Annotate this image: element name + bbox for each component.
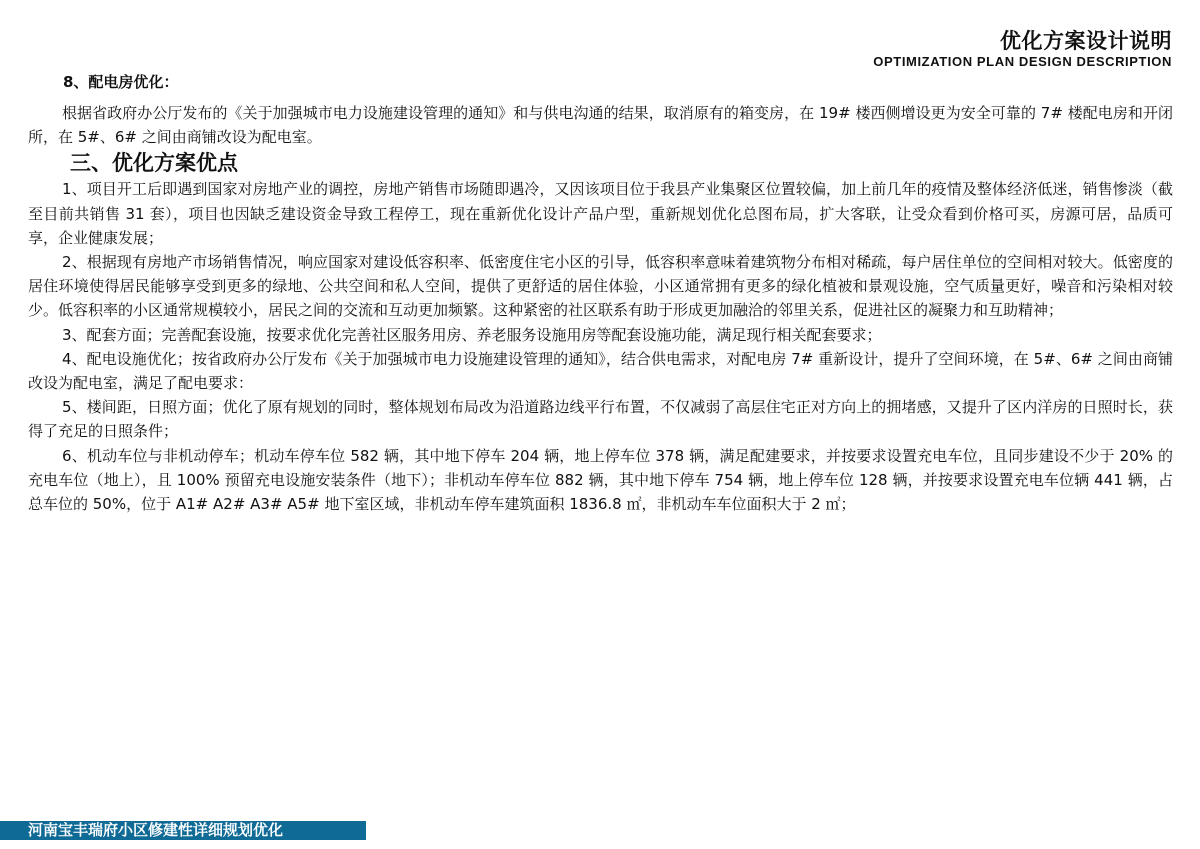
footer-bar xyxy=(0,821,366,840)
advantage-item-1: 1、项目开工后即遇到国家对房地产业的调控，房地产销售市场随即遇冷，又因该项目位于我县产业集聚区位置较偏，加上前几年的疫情及整体经济低迷，销售惨淡（截至目前共销售 31 套），项目也因缺乏建设资金导致工程停工，现在重新优化设计产品户型，重新规划优化总图布局，扩大客联，让受众看到价格可买，房源可居，品质可享，企业健康发展； xyxy=(28,180,1173,247)
advantage-item-2: 2、根据现有房地产市场销售情况，响应国家对建设低容积率、低密度住宅小区的引导，低容积率意味着建筑物分布相对稀疏，每户居住单位的空间相对较大。低密度的居住环境使得居民能够享受到更多的绿地、公共空间和私人空间，提供了更舒适的居住体验，小区通常拥有更多的绿化植被和景观设施，空气质量更好，噪音和污染相对较少。低容积率的小区通常规模较小，居民之间的交流和互动更加频繁。这种紧密的社区联系有助于形成更加融洽的邻里关系，促进社区的凝聚力和互助精神； xyxy=(28,253,1173,320)
page-subtitle: OPTIMIZATION PLAN DESIGN DESCRIPTION xyxy=(873,54,1172,69)
main-content xyxy=(28,101,1173,516)
advantage-item-3: 3、配套方面；完善配套设施，按要求优化完善社区服务用房、养老服务设施用房等配套设施功能，满足现行相关配套要求； xyxy=(62,325,882,344)
advantage-item-5: 5、楼间距，日照方面；优化了原有规划的同时，整体规划布局改为沿道路边线平行布置，不仅减弱了高层住宅正对方向上的拥堵感，又提升了区内洋房的日照时长，获得了充足的日照条件； xyxy=(28,398,1173,441)
page-title: 优化方案设计说明 xyxy=(1000,29,1172,53)
page-header xyxy=(873,28,1172,70)
project-name: 河南宝丰瑞府小区修建性详细规划优化 xyxy=(28,821,284,839)
advantage-item-6: 6、机动车位与非机动停车；机动车停车位 582 辆，其中地下停车 204 辆，地上停车位 378 辆，满足配建要求，并按要求设置充电车位，且同步建设不少于 20% 的充电车位（地上），且 100% 预留充电设施安装条件（地下）；非机动车停车位 882 辆，其中地下停车 754 辆，地上停车位 128 辆，并按要求设置充电车位辆 441 辆，占总车位的 50%，位于 A1# A2# A3# A5# 地下室区域，非机动车停车建筑面积 1836.8 ㎡，非机动车车位面积大于 2 ㎡； xyxy=(28,446,1173,514)
section-8-paragraph: 根据省政府办公厅发布的《关于加强城市电力设施建设管理的通知》和与供电沟通的结果，取消原有的箱变房，在 19# 楼西侧增设更为安全可靠的 7# 楼配电房和开闭所，在 5#、6# 之间由商铺改设为配电室。 xyxy=(28,104,1173,147)
section-3-heading: 三、优化方案优点 xyxy=(70,151,238,176)
section-8-heading: 8、配电房优化： xyxy=(63,73,179,91)
advantage-item-4: 4、配电设施优化；按省政府办公厅发布《关于加强城市电力设施建设管理的通知》，结合供电需求，对配电房 7# 重新设计，提升了空间环境，在 5#、6# 之间由商铺改设为配电室，满足了配电要求： xyxy=(28,349,1173,393)
